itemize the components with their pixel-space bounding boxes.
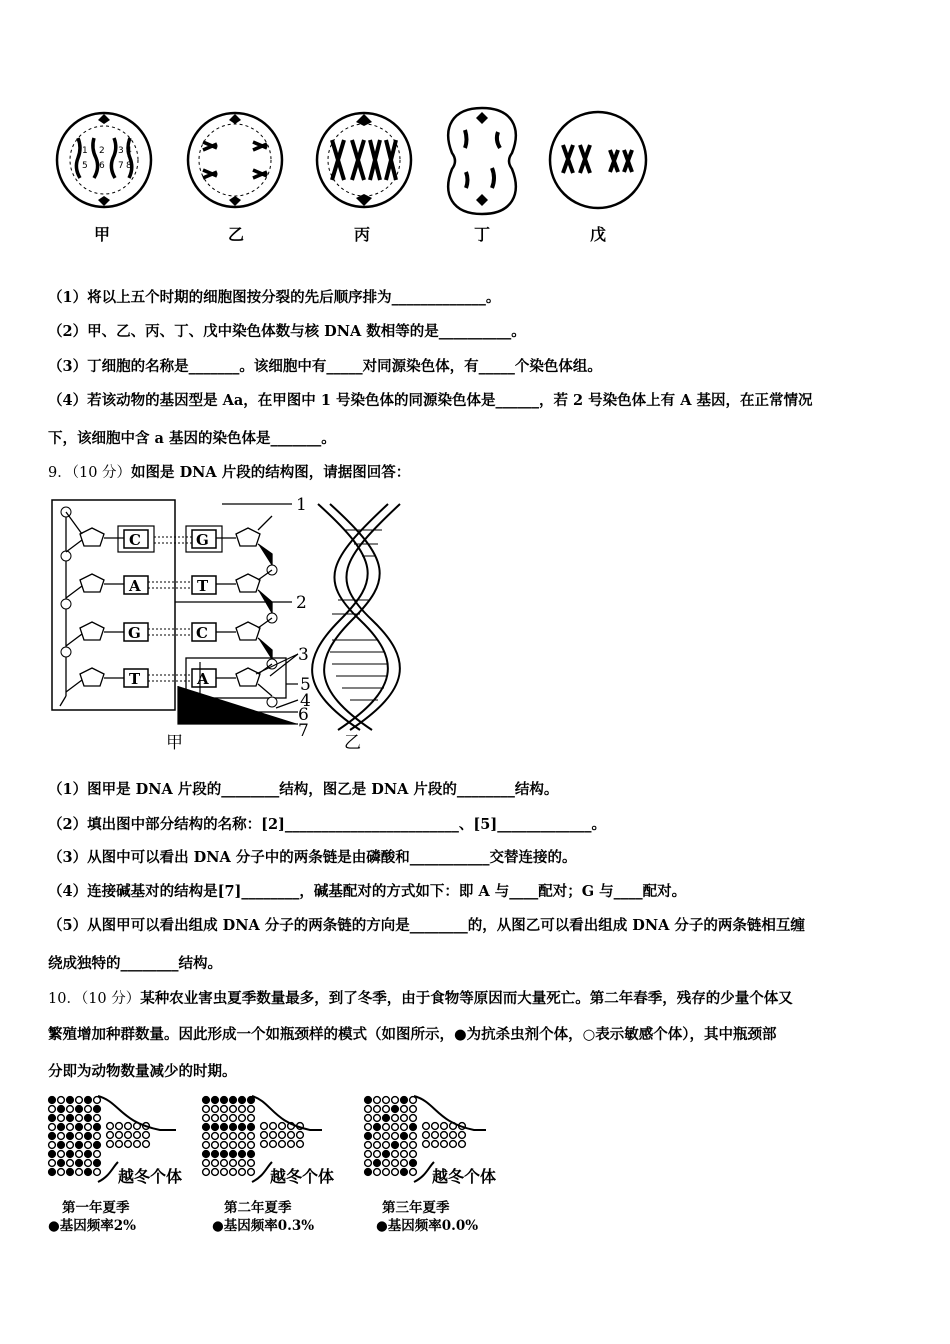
population-dot [392, 1133, 399, 1140]
population-dot [85, 1097, 92, 1104]
population-dot [423, 1132, 430, 1139]
q9-title: 如图是 DNA 片段的结构图，请据图回答： [131, 464, 411, 481]
q8-part2: （2）甲、乙、丙、丁、戊中染色体数与核 DNA 数相等的是__________。 [48, 323, 526, 340]
population-dot [383, 1115, 390, 1122]
population-dot [107, 1141, 114, 1148]
population-dot [410, 1160, 417, 1167]
population-dot [365, 1106, 372, 1113]
population-dot [134, 1141, 141, 1148]
dna-num-1: 1 [296, 495, 307, 515]
population-dot [58, 1124, 65, 1131]
population-dot [212, 1106, 219, 1113]
population-dot [67, 1133, 74, 1140]
population-dot [76, 1151, 83, 1158]
population-dot [459, 1141, 466, 1148]
population-dot [365, 1151, 372, 1158]
population-dot [76, 1133, 83, 1140]
population-dot [134, 1132, 141, 1139]
q10-line1 [48, 987, 793, 1008]
population-dot [248, 1133, 255, 1140]
population-dot [203, 1142, 210, 1149]
population-dot [85, 1160, 92, 1167]
population-dot [230, 1169, 237, 1176]
q9-part3: （3）从图中可以看出 DNA 分子中的两条链是由磷酸和___________交替连接的。 [48, 849, 577, 866]
q9-number: 9． [48, 465, 72, 481]
population-dot [392, 1142, 399, 1149]
population-dot [203, 1115, 210, 1122]
population-dot [203, 1160, 210, 1167]
panel-1-season: 第一年夏季 [62, 1200, 130, 1216]
population-dot [49, 1160, 56, 1167]
population-dot [392, 1160, 399, 1167]
population-dot [94, 1097, 101, 1104]
population-dot [212, 1169, 219, 1176]
population-dot [374, 1133, 381, 1140]
q10-line2: 繁殖增加种群数量。因此形成一个如瓶颈样的模式（如图所示，●为抗杀虫剂个体，○表示敏感个体），其中瓶颈部 [48, 1026, 777, 1043]
q10-score: （10 分） [80, 991, 141, 1007]
panel-3-winter: 越冬个体 [432, 1167, 497, 1186]
population-dot [230, 1106, 237, 1113]
population-dot [67, 1169, 74, 1176]
panel-3-freq: ●基因频率0.0% [376, 1218, 479, 1234]
population-dot [49, 1142, 56, 1149]
population-dot [401, 1106, 408, 1113]
right-base-1: T [197, 577, 209, 595]
population-dot [76, 1115, 83, 1122]
label-dna-yi: 乙 [344, 733, 361, 753]
population-dot [203, 1169, 210, 1176]
population-dot [221, 1160, 228, 1167]
population-dot [143, 1132, 150, 1139]
population-dot [239, 1169, 246, 1176]
population-dot [401, 1151, 408, 1158]
population-dot [401, 1124, 408, 1131]
panel-1-winter: 越冬个体 [118, 1167, 183, 1186]
population-dot [239, 1097, 246, 1104]
q9-part1: （1）图甲是 DNA 片段的________结构，图乙是 DNA 片段的________结构。 [48, 781, 559, 798]
population-dot [374, 1142, 381, 1149]
population-dot [125, 1132, 132, 1139]
population-dot [94, 1151, 101, 1158]
panel-1-freq: ●基因频率2% [48, 1218, 137, 1234]
population-dot [248, 1151, 255, 1158]
population-dot [85, 1142, 92, 1149]
population-dot [67, 1124, 74, 1131]
population-dot [279, 1141, 286, 1148]
population-dot [401, 1133, 408, 1140]
population-dot [441, 1141, 448, 1148]
population-dot [450, 1132, 457, 1139]
q8-part1: （1）将以上五个时期的细胞图按分裂的先后顺序排为_____________。 [48, 289, 501, 306]
population-dot [85, 1133, 92, 1140]
panel-3-dots [365, 1097, 466, 1176]
population-dot [212, 1142, 219, 1149]
population-dot [248, 1142, 255, 1149]
dna-num-3: 3 [298, 645, 309, 665]
population-dot [76, 1169, 83, 1176]
cell-yi [188, 113, 282, 207]
population-dot [203, 1097, 210, 1104]
population-dot [279, 1132, 286, 1139]
population-dot [116, 1141, 123, 1148]
population-dot [261, 1141, 268, 1148]
population-dot [76, 1097, 83, 1104]
population-dot [76, 1160, 83, 1167]
q9-part4: （4）连接碱基对的结构是[7]________，碱基配对的方式如下：即 A 与____配对；G 与____配对。 [48, 883, 687, 900]
population-dot [107, 1123, 114, 1130]
q8-part4-line2: 下，该细胞中含 a 基因的染色体是_______。 [48, 430, 336, 447]
population-dot [297, 1132, 304, 1139]
dna-num-5: 5 [300, 675, 311, 695]
population-dot [58, 1133, 65, 1140]
population-dot [230, 1151, 237, 1158]
population-dot [279, 1123, 286, 1130]
population-dot [432, 1132, 439, 1139]
population-dot [248, 1106, 255, 1113]
population-dot [261, 1123, 268, 1130]
population-dot [67, 1151, 74, 1158]
chr-4: 4 [126, 146, 132, 156]
population-dot [94, 1133, 101, 1140]
population-dot [125, 1123, 132, 1130]
population-dot [441, 1132, 448, 1139]
population-dot [49, 1133, 56, 1140]
population-dot [270, 1123, 277, 1130]
population-dot [374, 1151, 381, 1158]
population-dot [392, 1115, 399, 1122]
population-dot [248, 1115, 255, 1122]
population-dot [374, 1106, 381, 1113]
population-dot [410, 1151, 417, 1158]
population-dot [374, 1160, 381, 1167]
label-bing: 丙 [354, 225, 371, 244]
population-dot [230, 1142, 237, 1149]
population-dot [230, 1124, 237, 1131]
population-dot [392, 1169, 399, 1176]
population-dot [401, 1160, 408, 1167]
population-dot [85, 1124, 92, 1131]
q8-part3: （3）丁细胞的名称是_______。该细胞中有_____对同源染色体，有_____个染色体组。 [48, 358, 602, 375]
population-dot [221, 1115, 228, 1122]
population-dot [58, 1097, 65, 1104]
population-dot [365, 1124, 372, 1131]
population-dot [94, 1142, 101, 1149]
population-dot [221, 1169, 228, 1176]
q9-part2: （2）填出图中部分结构的名称：[2]________________________、[5]_____________。 [48, 816, 606, 833]
label-jia: 甲 [94, 225, 111, 244]
population-dot [288, 1132, 295, 1139]
population-dot [239, 1151, 246, 1158]
panel-2-freq: ●基因频率0.3% [212, 1218, 315, 1234]
population-dot [76, 1142, 83, 1149]
population-dot [67, 1142, 74, 1149]
chr-6: 6 [99, 161, 105, 171]
population-dot [423, 1141, 430, 1148]
panel-2-season: 第二年夏季 [224, 1200, 292, 1216]
population-dot [383, 1097, 390, 1104]
label-ding: 丁 [474, 225, 491, 244]
population-dot [410, 1133, 417, 1140]
chr-2: 2 [99, 146, 105, 156]
panel-2-dots [203, 1097, 304, 1176]
population-dot [85, 1169, 92, 1176]
population-dot [365, 1133, 372, 1140]
population-dot [85, 1106, 92, 1113]
double-helix [312, 504, 400, 730]
population-dot [383, 1151, 390, 1158]
population-dot [239, 1115, 246, 1122]
population-dot [203, 1106, 210, 1113]
left-base-3: T [129, 670, 141, 688]
population-dot [383, 1142, 390, 1149]
population-dot [374, 1124, 381, 1131]
population-dot [58, 1169, 65, 1176]
population-dot [67, 1115, 74, 1122]
population-dot [67, 1106, 74, 1113]
chr-1: 1 [82, 146, 88, 156]
left-base-boxes [118, 526, 154, 687]
population-dot [221, 1151, 228, 1158]
population-dot [432, 1123, 439, 1130]
label-yi: 乙 [228, 225, 245, 244]
population-dot [85, 1115, 92, 1122]
dna-num-4: 4 [300, 691, 311, 711]
population-dot [410, 1124, 417, 1131]
cell-ding [448, 108, 516, 214]
dna-diagram [0, 490, 950, 760]
population-dot [248, 1124, 255, 1131]
population-dot [221, 1124, 228, 1131]
population-dot [239, 1142, 246, 1149]
population-dot [432, 1141, 439, 1148]
population-dot [383, 1106, 390, 1113]
population-dot [49, 1124, 56, 1131]
panel-3-season: 第三年夏季 [382, 1200, 450, 1216]
population-dot [383, 1133, 390, 1140]
population-dot [212, 1133, 219, 1140]
right-base-2: C [196, 624, 208, 642]
population-dot [76, 1106, 83, 1113]
chr-8: 8 [126, 161, 132, 171]
population-dot [94, 1106, 101, 1113]
population-dot [94, 1115, 101, 1122]
label-dna-jia: 甲 [166, 733, 183, 753]
population-dot [49, 1169, 56, 1176]
cell-division-figure [0, 0, 950, 260]
q10-number: 10． [48, 991, 81, 1007]
population-dot [459, 1132, 466, 1139]
population-dot [248, 1160, 255, 1167]
population-dot [374, 1115, 381, 1122]
population-dot [58, 1142, 65, 1149]
population-dot [94, 1169, 101, 1176]
population-dot [401, 1142, 408, 1149]
population-dot [423, 1123, 430, 1130]
population-dot [410, 1115, 417, 1122]
population-dot [85, 1151, 92, 1158]
population-dot [297, 1141, 304, 1148]
population-dot [107, 1132, 114, 1139]
population-dot [410, 1142, 417, 1149]
population-dot [67, 1160, 74, 1167]
population-dot [212, 1124, 219, 1131]
population-dot [392, 1097, 399, 1104]
population-dot [270, 1132, 277, 1139]
population-dot [49, 1115, 56, 1122]
population-dot [365, 1169, 372, 1176]
q9-score: （10 分） [71, 465, 132, 481]
population-dot [221, 1097, 228, 1104]
population-dot [365, 1142, 372, 1149]
population-dot [116, 1123, 123, 1130]
bottleneck-figure [0, 1092, 950, 1192]
population-dot [288, 1141, 295, 1148]
population-dot [230, 1160, 237, 1167]
dna-num-7: 7 [298, 721, 309, 741]
population-dot [261, 1132, 268, 1139]
q10-text1: 某种农业害虫夏季数量最多，到了冬季，由于食物等原因而大量死亡。第二年春季，残存的少量个体又 [140, 990, 793, 1007]
population-dot [248, 1097, 255, 1104]
chr-7: 7 [118, 161, 124, 171]
population-dot [239, 1133, 246, 1140]
panel-1-dots [49, 1097, 150, 1176]
population-dot [125, 1141, 132, 1148]
population-dot [58, 1106, 65, 1113]
label-wu: 戊 [590, 225, 607, 244]
population-dot [67, 1097, 74, 1104]
population-dot [203, 1124, 210, 1131]
population-dot [58, 1151, 65, 1158]
population-dot [94, 1124, 101, 1131]
population-dot [239, 1124, 246, 1131]
left-base-1: A [129, 577, 141, 595]
population-dot [383, 1169, 390, 1176]
cell-wu [550, 112, 646, 208]
population-dot [239, 1106, 246, 1113]
q9-heading [48, 461, 410, 482]
population-dot [49, 1106, 56, 1113]
population-dot [410, 1106, 417, 1113]
population-dot [374, 1097, 381, 1104]
chr-3: 3 [118, 146, 124, 156]
population-dot [410, 1097, 417, 1104]
population-dot [374, 1169, 381, 1176]
population-dot [392, 1124, 399, 1131]
population-dot [203, 1133, 210, 1140]
population-dot [450, 1141, 457, 1148]
dna-num-6: 6 [298, 705, 309, 725]
panel-2-winter: 越冬个体 [270, 1167, 335, 1186]
population-dot [270, 1141, 277, 1148]
population-dot [392, 1151, 399, 1158]
dna-num-2: 2 [296, 593, 307, 613]
left-base-2: G [128, 624, 141, 642]
population-dot [76, 1124, 83, 1131]
population-dot [248, 1169, 255, 1176]
population-dot [221, 1142, 228, 1149]
population-dot [230, 1133, 237, 1140]
population-dot [401, 1169, 408, 1176]
population-dot [383, 1124, 390, 1131]
population-dot [94, 1160, 101, 1167]
population-dot [392, 1106, 399, 1113]
population-dot [401, 1115, 408, 1122]
population-dot [365, 1097, 372, 1104]
population-dot [441, 1123, 448, 1130]
population-dot [365, 1115, 372, 1122]
cell-bing [317, 113, 411, 207]
q8-part4-line1: （4）若该动物的基因型是 Aa，在甲图中 1 号染色体的同源染色体是______，若 2 号染色体上有 A 基因，在正常情况 [48, 392, 813, 409]
population-dot [212, 1160, 219, 1167]
population-dot [49, 1151, 56, 1158]
chr-5: 5 [82, 161, 88, 171]
q9-part5-line1: （5）从图甲可以看出组成 DNA 分子的两条链的方向是________的，从图乙可以看出组成 DNA 分子的两条链相互缠 [48, 917, 805, 934]
q10-line3: 分即为动物数量减少的时期。 [48, 1063, 237, 1080]
population-dot [221, 1133, 228, 1140]
population-dot [383, 1160, 390, 1167]
population-dot [212, 1151, 219, 1158]
population-dot [49, 1097, 56, 1104]
population-dot [212, 1115, 219, 1122]
population-dot [410, 1169, 417, 1176]
population-dot [58, 1115, 65, 1122]
population-dot [58, 1160, 65, 1167]
population-dot [212, 1097, 219, 1104]
population-dot [143, 1141, 150, 1148]
population-dot [239, 1160, 246, 1167]
population-dot [230, 1115, 237, 1122]
right-base-3: A [197, 670, 209, 688]
population-dot [221, 1106, 228, 1113]
right-base-0: G [196, 531, 209, 549]
left-base-0: C [129, 531, 141, 549]
population-dot [230, 1097, 237, 1104]
population-dot [401, 1097, 408, 1104]
cell-jia [57, 113, 151, 207]
population-dot [365, 1160, 372, 1167]
population-dot [116, 1132, 123, 1139]
population-dot [203, 1151, 210, 1158]
q9-part5-line2: 绕成独特的________结构。 [48, 955, 222, 972]
